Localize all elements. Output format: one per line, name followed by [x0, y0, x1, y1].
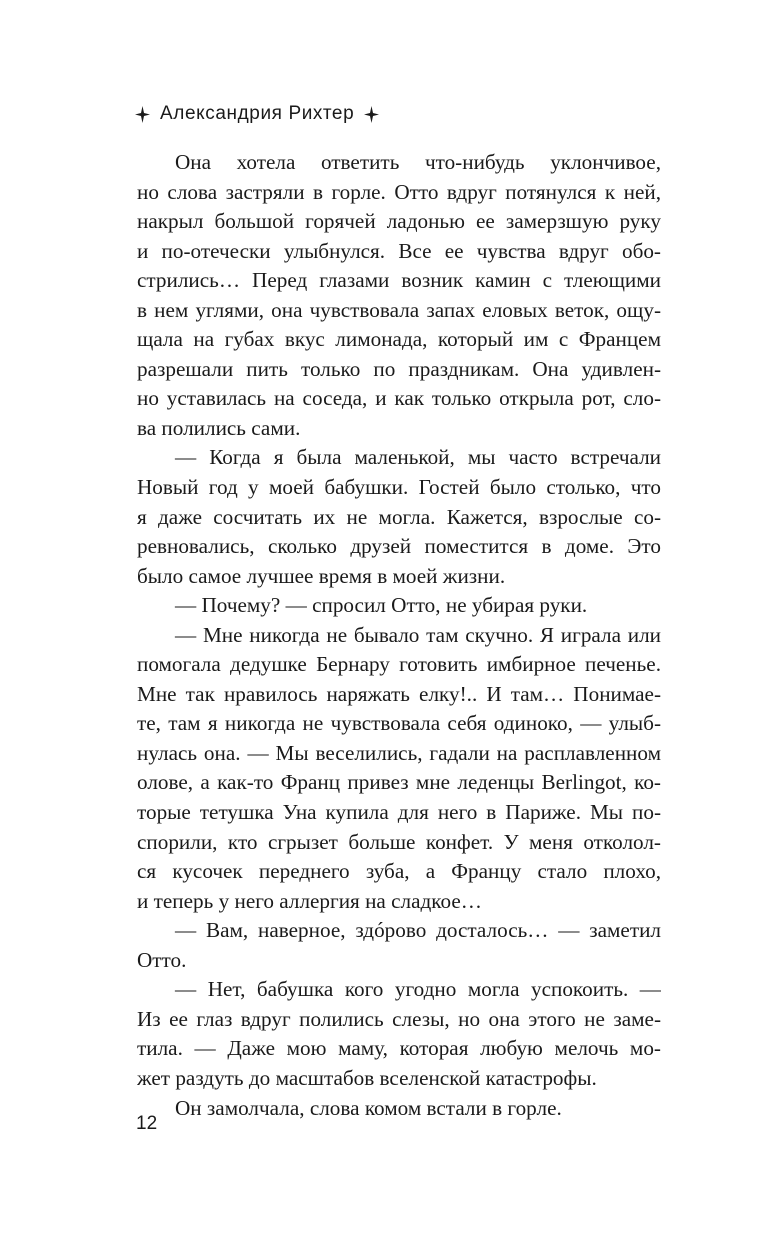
- text-line: но уставилась на соседа, и как только открыла рот, сло-: [137, 386, 661, 411]
- text-line: и по-отечески улыбнулся. Все ее чувства вдруг обо-: [137, 238, 661, 263]
- text-line: Она хотела ответить что-нибудь уклончивое,: [175, 150, 661, 174]
- running-header: [135, 101, 379, 127]
- star-ornament-icon: [135, 106, 150, 123]
- text-line: жет раздуть до масштабов вселенской катастрофы.: [137, 1065, 597, 1090]
- star-ornament-icon: [364, 106, 379, 123]
- text-line: и теперь у него аллергия на сладкое…: [137, 888, 482, 913]
- text-line: щала на губах вкус лимонада, который им с Францем: [137, 327, 661, 352]
- text-line: — Почему? — спросил Отто, не убирая руки.: [175, 593, 588, 618]
- text-line: торые тетушка Уна купила для него в Париже. Мы по-: [137, 800, 661, 825]
- text-line: спорили, кто сгрызет больше конфет. У меня отколол-: [137, 829, 661, 854]
- text-line: тила. — Даже мою маму, которая любую мелочь мо-: [137, 1036, 661, 1061]
- text-line: помогала дедушке Бернару готовить имбирное печенье.: [137, 652, 661, 677]
- text-line: ва полились сами.: [137, 415, 301, 440]
- text-line: те, там я никогда не чувствовала себя одиноко, — улыб-: [137, 711, 661, 736]
- text-line: в нем углями, она чувствовала запах еловых веток, ощу-: [137, 297, 661, 322]
- text-line: но слова застряли в горле. Отто вдруг потянулся к ней,: [137, 179, 661, 204]
- text-line: Отто.: [137, 947, 187, 972]
- text-line: — Нет, бабушка кого угодно могла успокоить. —: [175, 977, 661, 1002]
- text-line: Он замолчала, слова комом встали в горле.: [175, 1095, 562, 1120]
- text-line: — Мне никогда не бывало там скучно. Я играла или: [175, 622, 661, 647]
- text-line: ся кусочек переднего зуба, а Францу стало плохо,: [137, 859, 661, 884]
- text-line: — Вам, наверное, здóрово досталось… — заметил: [175, 918, 661, 943]
- text-line: Новый год у моей бабушки. Гостей было столько, что: [137, 475, 661, 500]
- text-line: нулась она. — Мы веселились, гадали на расплавленном: [137, 740, 661, 765]
- text-line: Из ее глаз вдруг полились слезы, но она этого не заме-: [137, 1006, 661, 1031]
- text-line: разрешали пить только по праздникам. Она удивлен-: [137, 356, 661, 381]
- body-text: [137, 148, 661, 1123]
- author-name: Александрия Рихтер: [160, 103, 355, 124]
- text-line: я даже сосчитать их не могла. Кажется, взрослые со-: [137, 504, 661, 529]
- text-line: олове, а как-то Франц привез мне леденцы Berlingot, ко-: [137, 770, 661, 795]
- text-line: накрыл большой горячей ладонью ее замерзшую руку: [137, 209, 661, 234]
- text-line: было самое лучшее время в моей жизни.: [137, 563, 506, 588]
- text-line: ревновались, сколько друзей поместится в доме. Это: [137, 534, 661, 559]
- text-line: — Когда я была маленькой, мы часто встречали: [175, 445, 661, 470]
- text-line: Мне так нравилось наряжать елку!.. И там… Понимае-: [137, 681, 661, 706]
- page-number: 12: [136, 1113, 158, 1134]
- text-line: стрились… Перед глазами возник камин с тлеющими: [137, 268, 661, 293]
